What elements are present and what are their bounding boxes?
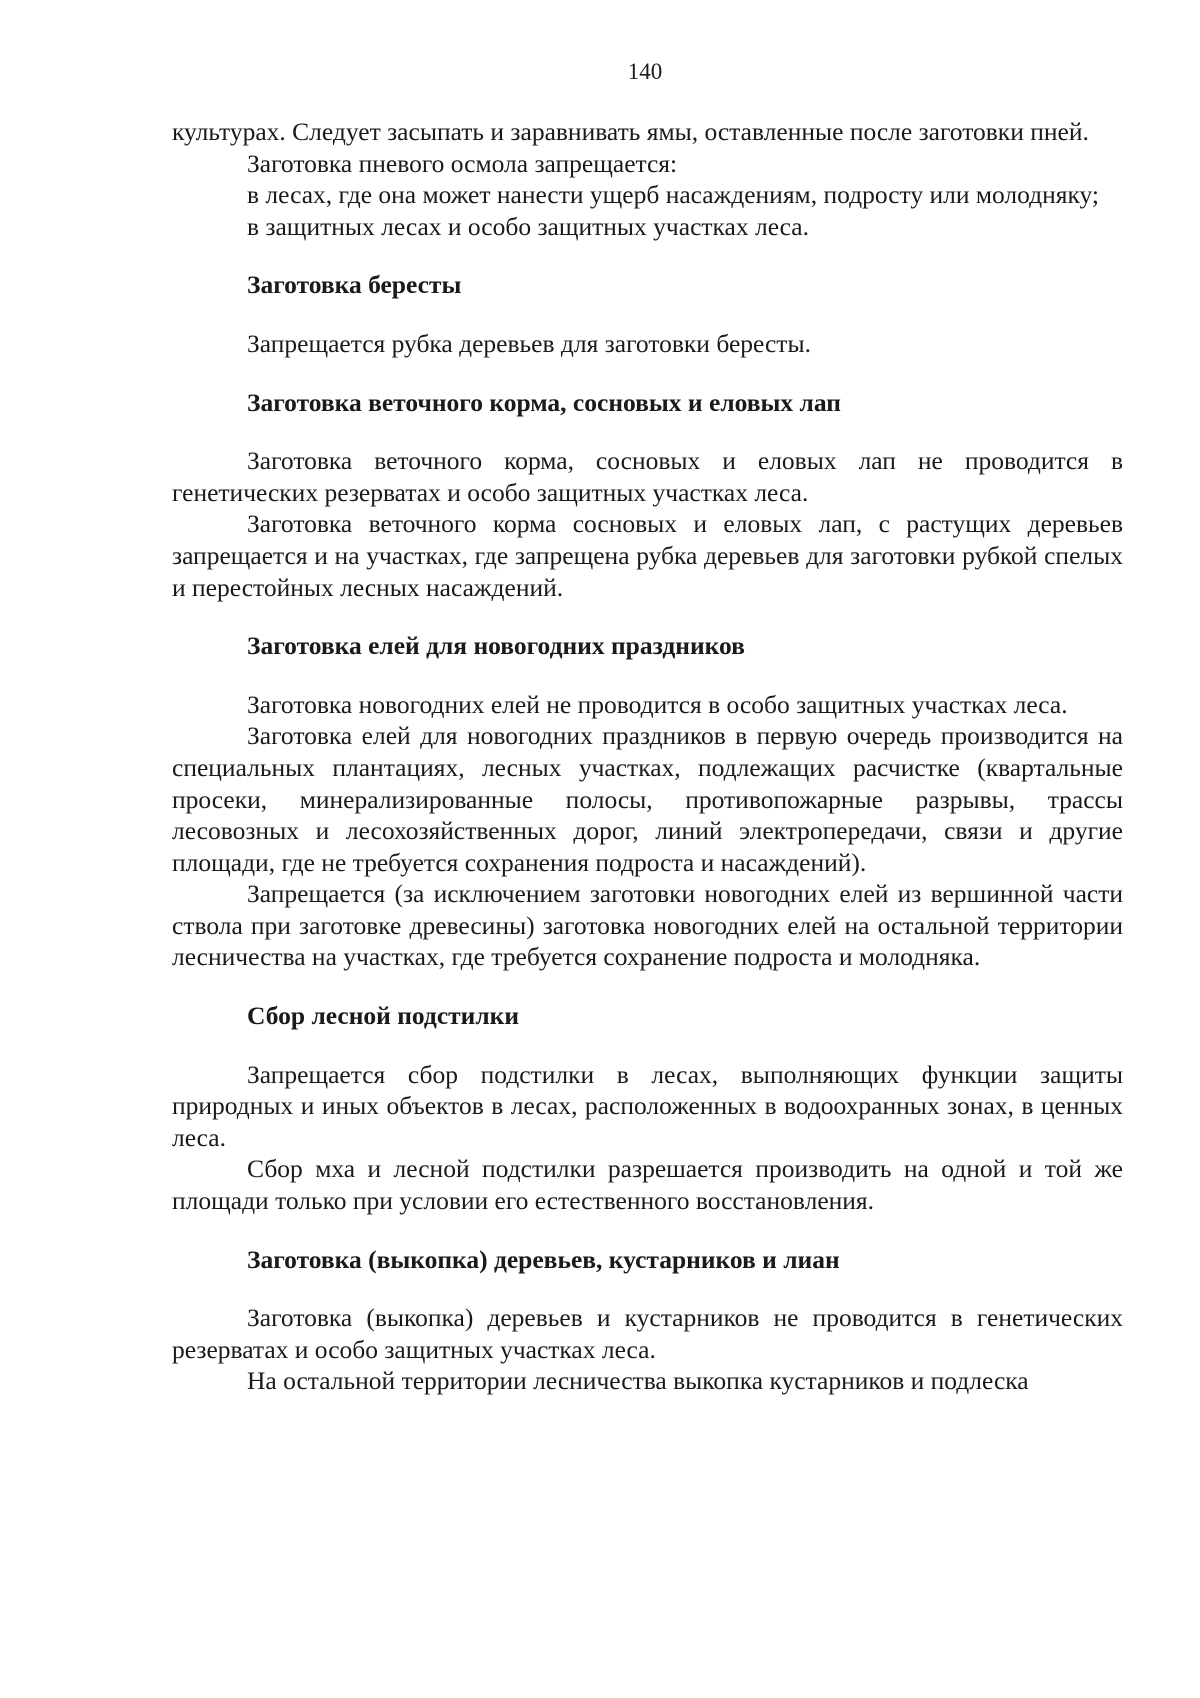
paragraph: Заготовка веточного корма сосновых и еловых лап, с растущих деревьев запрещается и на участках, где запрещена рубка деревьев для заготовки рубкой спелых и перестойных лесных насаждений. xyxy=(172,509,1123,602)
paragraph: Заготовка (выкопка) деревьев и кустарников не проводится в генетических резерватах и особо защитных участках леса. xyxy=(172,1303,1123,1364)
paragraph: Заготовка пневого осмола запрещается: xyxy=(247,148,678,178)
paragraph: в защитных лесах и особо защитных участках леса. xyxy=(247,211,809,241)
section-heading: Заготовка елей для новогодних праздников xyxy=(247,631,745,661)
paragraph: Запрещается (за исключением заготовки новогодних елей из вершинной части ствола при заготовке древесины) заготовка новогодних елей на остальной территории лесничества на участках, где требуется сохранение подроста и молодняка. xyxy=(172,879,1123,972)
paragraph: Сбор мха и лесной подстилки разрешается производить на одной и той же площади только при условии его естественного восстановления. xyxy=(172,1154,1123,1216)
paragraph: Запрещается рубка деревьев для заготовки бересты. xyxy=(247,328,811,358)
section-heading: Заготовка веточного корма, сосновых и еловых лап xyxy=(247,387,841,417)
paragraph: Заготовка елей для новогодних праздников в первую очередь производится на специальных плантациях, лесных участках, подлежащих расчистке (квартальные просеки, минерализированные полосы, противопожарные разрывы, трассы лесовозных и лесохозяйственных дорог, линий электропередачи, связи и другие площади, где не требуется сохранения подроста и насаждений). xyxy=(172,721,1123,877)
paragraph: Заготовка веточного корма, сосновых и еловых лап не проводится в генетических резерватах и особо защитных участках леса. xyxy=(172,446,1123,507)
paragraph: Заготовка новогодних елей не проводится в особо защитных участках леса. xyxy=(247,689,1068,719)
document-body xyxy=(172,116,1123,1397)
section-heading: Заготовка (выкопка) деревьев, кустарников и лиан xyxy=(247,1244,840,1274)
section-heading: Сбор лесной подстилки xyxy=(247,1001,520,1031)
paragraph: На остальной территории лесничества выкопка кустарников и подлеска xyxy=(247,1366,1029,1396)
paragraph: Запрещается сбор подстилки в лесах, выполняющих функции защиты природных и иных объектов в лесах, расположенных в водоохранных зонах, в ценных леса. xyxy=(172,1059,1123,1152)
section-heading: Заготовка бересты xyxy=(247,270,462,300)
paragraph: в лесах, где она может нанести ущерб насаждениям, подросту или молодняку; xyxy=(247,180,1100,210)
paragraph: культурах. Следует засыпать и заравнивать ямы, оставленные после заготовки пней. xyxy=(172,117,1089,146)
page-number: 140 xyxy=(627,59,663,84)
